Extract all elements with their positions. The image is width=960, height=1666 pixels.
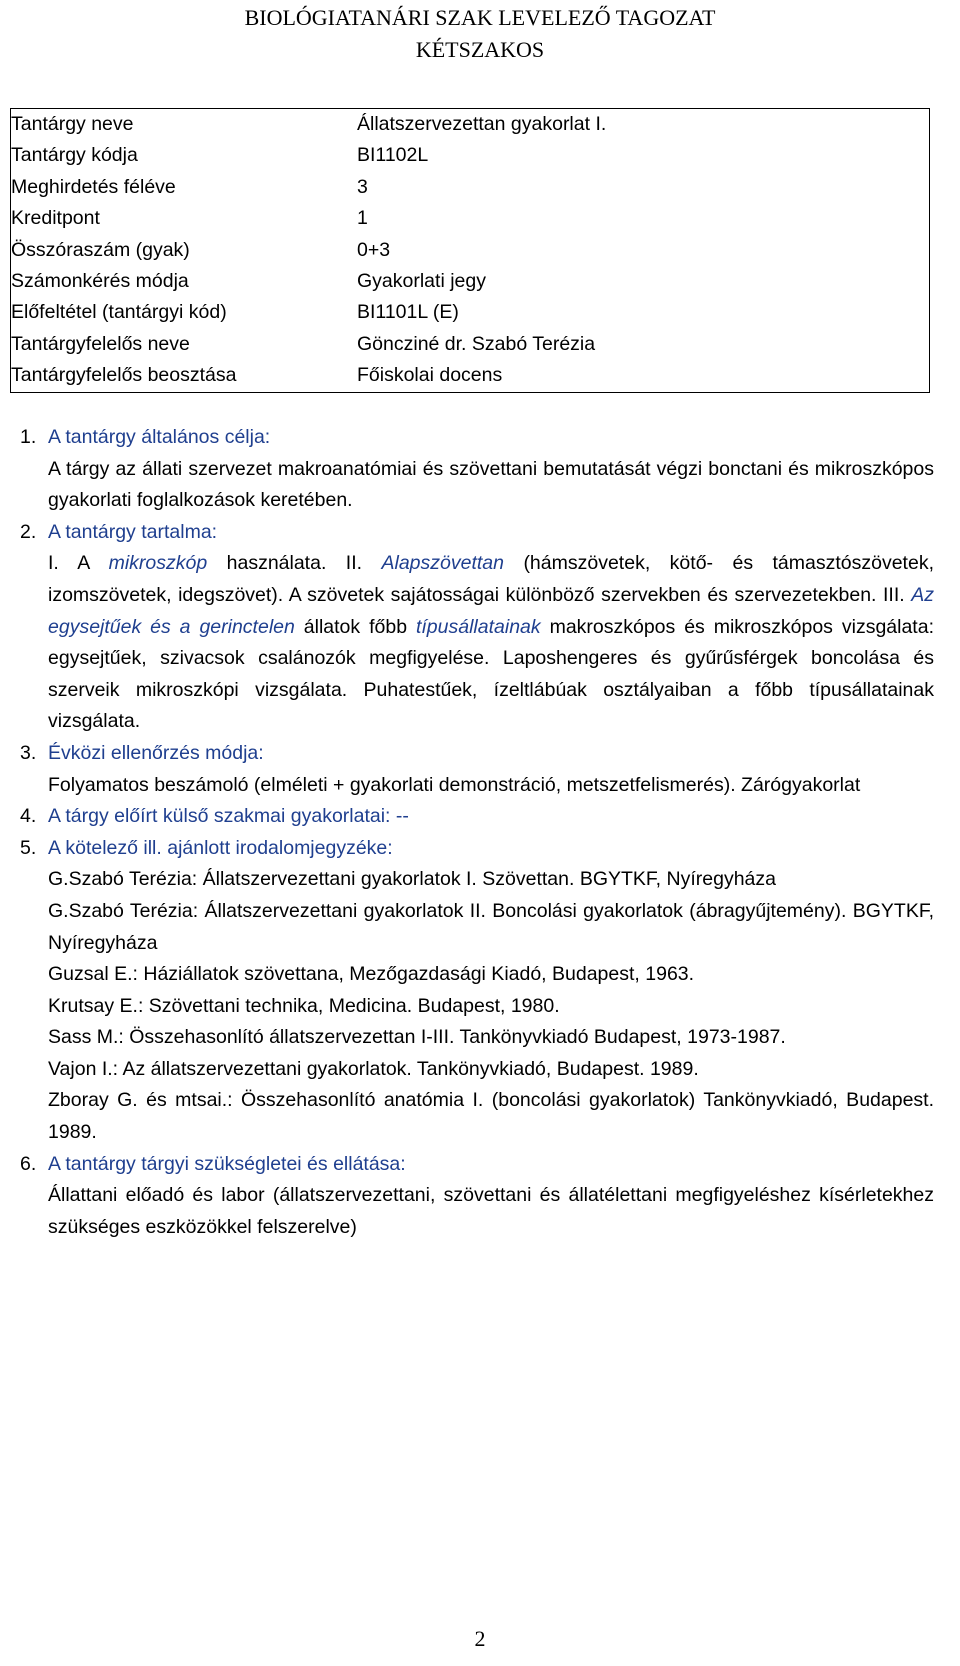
section-1-text: A tárgy az állati szervezet makroanatómiai és szövettani bemutatását végzi bonctani és mikroszkópos gyakorlati foglalkozások keretében. xyxy=(48,457,934,512)
reference-item: Krutsay E.: Szövettani technika, Medicina. Budapest, 1980. xyxy=(48,994,560,1017)
text-run: I. A xyxy=(48,552,109,575)
section-6-text: Állattani előadó és labor (állatszervezettani, szövettani és állatélettani megfigyeléshez kísérletekhez szükséges eszközökkel felszerelve) xyxy=(48,1184,934,1238)
info-key: Számonkérés módja xyxy=(11,269,189,292)
info-key: Tantárgy kódja xyxy=(11,144,138,167)
section-title: A tantárgy tartalma: xyxy=(48,520,218,543)
info-key: Kreditpont xyxy=(11,207,100,230)
section-number: 4. xyxy=(20,805,37,828)
info-value: BI1101L (E) xyxy=(357,301,459,324)
section-2-heading xyxy=(20,517,906,549)
reference-item: G.Szabó Terézia: Állatszervezettani gyakorlatok II. Boncolási gyakorlatok (ábragyűjtemény). BGYTKF, Nyíregyháza xyxy=(48,899,934,954)
section-3-text: Folyamatos beszámoló (elméleti + gyakorlati demonstráció, metszetfelismerés). Zárógyakorlat xyxy=(48,773,861,796)
info-value: Gyakorlati jegy xyxy=(357,269,486,292)
info-value: 1 xyxy=(357,207,368,230)
course-info-table xyxy=(10,108,930,393)
info-value: BI1102L xyxy=(357,144,429,167)
section-number: 5. xyxy=(20,836,37,859)
section-title: A tantárgy általános célja: xyxy=(48,426,271,448)
section-6-heading xyxy=(20,1149,906,1181)
table-row xyxy=(11,235,930,266)
info-key: Tantárgyfelelős beosztása xyxy=(11,364,237,387)
reference-item: Sass M.: Összehasonlító állatszervezettan I-III. Tankönyvkiadó Budapest, 1973-1987. xyxy=(48,1026,786,1049)
table-row xyxy=(11,329,930,360)
table-row xyxy=(11,203,930,234)
reference-item: G.Szabó Terézia: Állatszervezettani gyakorlatok I. Szövettan. BGYTKF, Nyíregyháza xyxy=(48,868,776,891)
table-row xyxy=(11,360,930,392)
document-header-title: BIOLÓGIATANÁRI SZAK LEVELEZŐ TAGOZAT xyxy=(244,5,716,30)
info-value: 0+3 xyxy=(357,238,391,261)
info-value: 3 xyxy=(357,175,368,198)
info-key: Tantárgy neve xyxy=(11,113,134,135)
table-row xyxy=(11,140,930,171)
section-title: A kötelező ill. ajánlott irodalomjegyzéke: xyxy=(48,836,393,859)
table-row xyxy=(11,172,930,203)
section-title: Évközi ellenőrzés módja: xyxy=(48,741,264,764)
reference-item: Guzsal E.: Háziállatok szövettana, Mezőgazdasági Kiadó, Budapest, 1963. xyxy=(48,963,695,986)
section-3-heading xyxy=(20,738,906,770)
table-row xyxy=(11,109,930,141)
info-key: Előfeltétel (tantárgyi kód) xyxy=(11,301,227,324)
text-run: használata. II. xyxy=(207,552,382,575)
reference-item: Zboray G. és mtsai.: Összehasonlító anatómia I. (boncolási gyakorlatok) Tankönyvkiadó, Budapest. 1989. xyxy=(48,1089,934,1144)
info-key: Tantárgyfelelős neve xyxy=(11,332,190,355)
section-title: A tantárgy tárgyi szükségletei és ellátása: xyxy=(48,1152,406,1175)
section-4-heading xyxy=(20,801,906,833)
text-run-italic: Az egysejtűek és a gerinctelen xyxy=(48,583,934,638)
section-number: 3. xyxy=(20,741,37,764)
text-run: (hámszövetek, kötő- és támasztószövetek, izomszövetek, idegszövet). A szövetek sajátosságai különböző szervekben és szervezetekben. III. xyxy=(48,552,934,606)
section-number: 1. xyxy=(20,426,37,448)
info-key: Összóraszám (gyak) xyxy=(11,238,190,261)
document-header-subtitle: KÉTSZAKOS xyxy=(415,37,545,62)
section-5-heading xyxy=(20,833,906,865)
table-row xyxy=(11,297,930,328)
section-title: A tárgy előírt külső szakmai gyakorlatai: -- xyxy=(48,805,409,828)
reference-item: Vajon I.: Az állatszervezettani gyakorlatok. Tankönyvkiadó, Budapest. 1989. xyxy=(48,1057,699,1080)
text-run-italic: mikroszkóp xyxy=(108,552,208,575)
page-number: 2 xyxy=(474,1626,486,1651)
section-1-heading xyxy=(20,422,906,454)
text-run-italic: Alapszövettan xyxy=(381,552,504,575)
text-run: állatok főbb xyxy=(294,615,416,638)
info-value: Állatszervezettan gyakorlat I. xyxy=(357,113,607,135)
course-description xyxy=(20,422,934,1243)
table-row xyxy=(11,266,930,297)
info-value: Főiskolai docens xyxy=(357,364,503,387)
info-value: Göncziné dr. Szabó Terézia xyxy=(357,332,596,355)
text-run: makroszkópos és mikroszkópos vizsgálata: egysejtűek, szivacsok csalánozók megfigyelése. Laposhengeres és gyűrűsférgek boncolása és szerveik mikroszkópi vizsgálata. Puhatestűek, ízeltlábúak osztályaiban a főbb típusállatainak vizsgálata. xyxy=(48,615,934,733)
text-run-italic: típusállatainak xyxy=(415,615,541,638)
section-number: 2. xyxy=(20,520,37,543)
info-key: Meghirdetés féléve xyxy=(11,175,176,198)
section-2-text xyxy=(48,548,934,738)
section-number: 6. xyxy=(20,1152,37,1175)
